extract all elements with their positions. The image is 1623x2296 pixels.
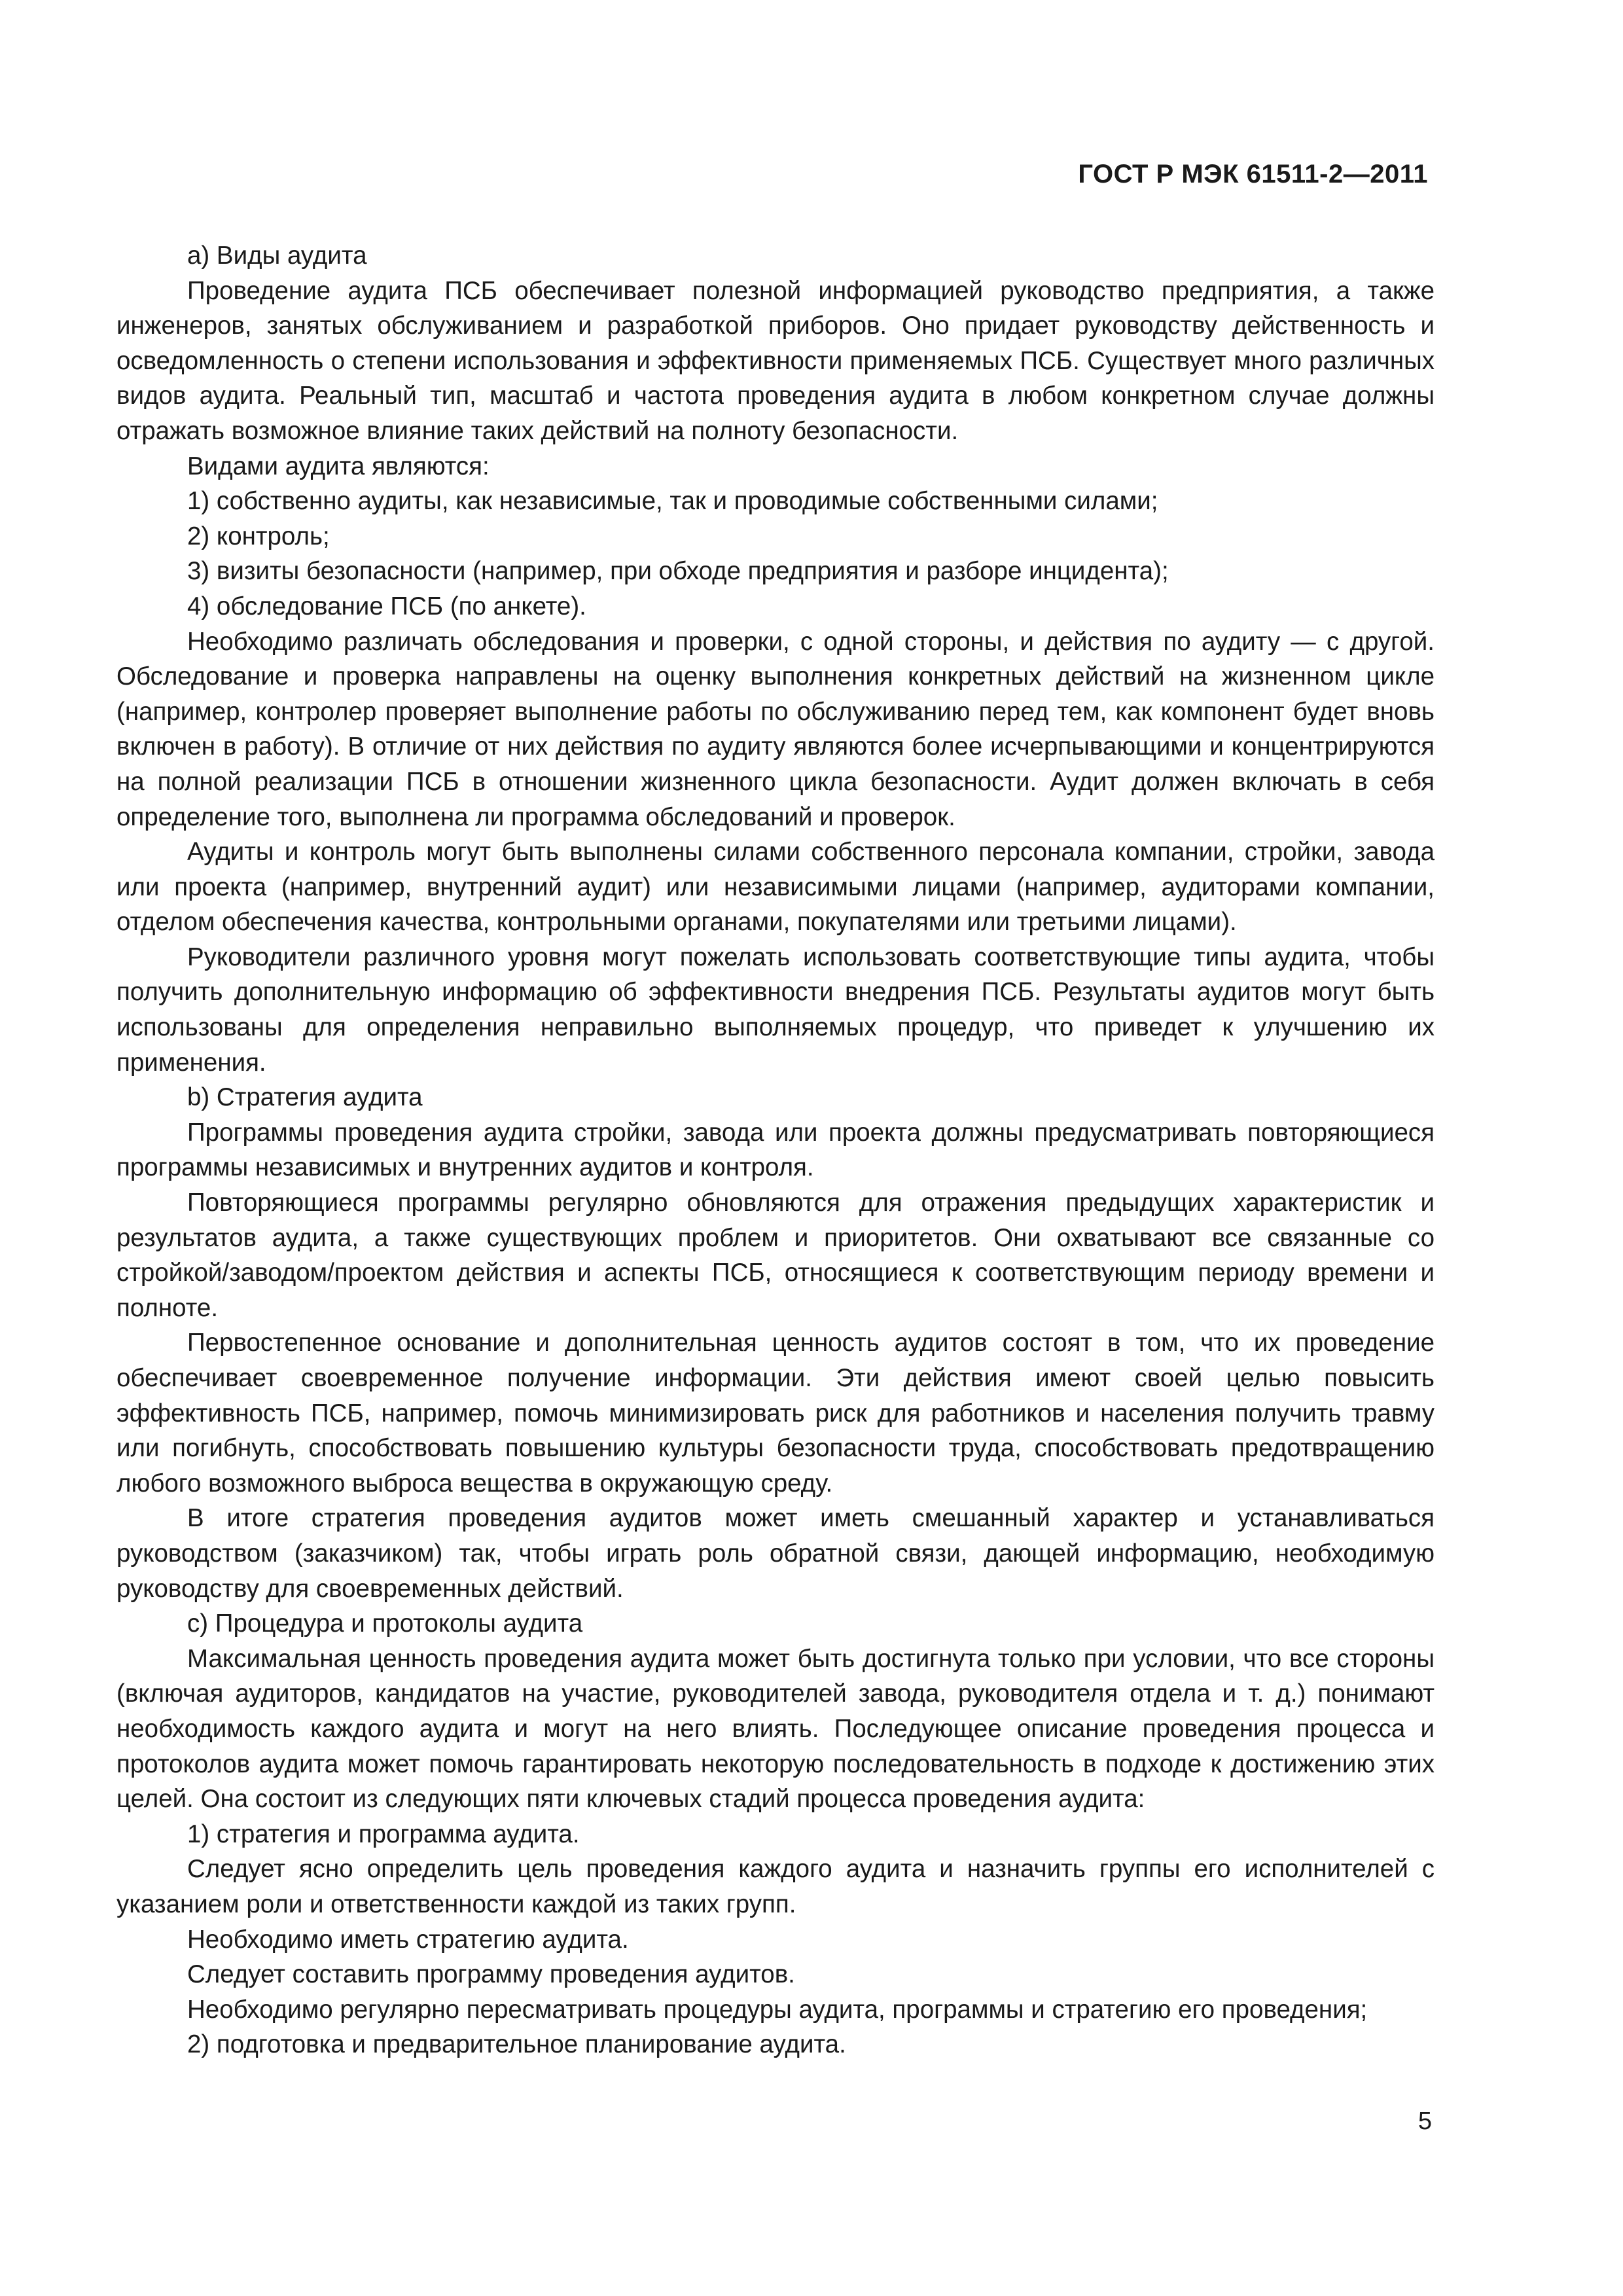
list-item: 1) стратегия и программа аудита. (187, 1820, 580, 1848)
paragraph: Повторяющиеся программы регулярно обновляются для отражения предыдущих характеристик и результатов аудита, а также существующих проблем и приоритетов. Они охватывают все связанные со стройкой/заводом/проектом действия и аспекты ПСБ, относящиеся к соответствующим периоду времени и полноте. (116, 1189, 1435, 1322)
paragraph: В итоге стратегия проведения аудитов может иметь смешанный характер и устанавливаться руководством (заказчиком) так, чтобы играть роль обратной связи, дающей информацию, необходимую руководству для своевременных действий. (116, 1504, 1435, 1603)
document-body (116, 238, 1435, 2062)
page-number: 5 (1418, 2108, 1432, 2135)
paragraph: Необходимо иметь стратегию аудита. (187, 1925, 629, 1954)
standard-code-header: ГОСТ Р МЭК 61511-2—2011 (1078, 160, 1428, 188)
paragraph: Аудиты и контроль могут быть выполнены силами собственного персонала компании, стройки, завода или проекта (например, внутренний аудит) или независимыми лицами (например, аудиторами компании, отделом обеспечения качества, контрольными органами, покупателями или третьими лицами). (116, 838, 1435, 937)
list-item: 4) обследование ПСБ (по анкете). (187, 592, 586, 620)
paragraph: Необходимо регулярно пересматривать процедуры аудита, программы и стратегию его проведения; (187, 1995, 1368, 2024)
paragraph: Необходимо различать обследования и проверки, с одной стороны, и действия по аудиту — с другой. Обследование и проверка направлены на оценку выполнения конкретных действий на жизненном цикле (например, контролер проверяет выполнение работы по обслуживанию перед тем, как компонент будет вновь включен в работу). В отличие от них действия по аудиту являются более исчерпывающими и концентрируются на полной реализации ПСБ в отношении жизненного цикла безопасности. Аудит должен включать в себя определение того, выполнена ли программа обследований и проверок. (116, 627, 1435, 831)
heading-audit-procedure: c) Процедура и протоколы аудита (187, 1609, 583, 1638)
list-item: 3) визиты безопасности (например, при обходе предприятия и разборе инцидента); (187, 557, 1169, 586)
paragraph: Максимальная ценность проведения аудита может быть достигнута только при условии, что все стороны (включая аудиторов, кандидатов на участие, руководителей завода, руководителя отдела и т. д.) понимают необходимость каждого аудита и могут на него влиять. Последующее описание проведения процесса и протоколов аудита может помочь гарантировать некоторую последовательность в подходе к достижению этих целей. Она состоит из следующих пяти ключевых стадий процесса проведения аудита: (116, 1644, 1435, 1814)
paragraph: Руководители различного уровня могут пожелать использовать соответствующие типы аудита, чтобы получить дополнительную информацию об эффективности внедрения ПСБ. Результаты аудитов могут быть использованы для определения неправильно выполняемых процедур, что приведет к улучшению их применения. (116, 942, 1435, 1077)
paragraph: Первостепенное основание и дополнительная ценность аудитов состоят в том, что их проведение обеспечивает своевременное получение информации. Эти действия имеют своей целью повысить эффективность ПСБ, например, помочь минимизировать риск для работников и населения получить травму или погибнуть, способствовать повышению культуры безопасности труда, способствовать предотвращению любого возможного выброса вещества в окружающую среду. (116, 1329, 1435, 1498)
list-item: 1) собственно аудиты, как независимые, так и проводимые собственными силами; (187, 487, 1158, 516)
heading-audit-strategy: b) Стратегия аудита (187, 1083, 423, 1112)
list-item: 2) подготовка и предварительное планирование аудита. (187, 2030, 846, 2059)
paragraph: Следует ясно определить цель проведения каждого аудита и назначить группы его исполнителей с указанием роли и ответственности каждой из таких групп. (116, 1855, 1435, 1918)
paragraph: Следует составить программу проведения аудитов. (187, 1960, 795, 1989)
heading-audit-types: a) Виды аудита (187, 242, 367, 270)
paragraph: Видами аудита являются: (187, 452, 490, 480)
paragraph: Программы проведения аудита стройки, завода или проекта должны предусматривать повторяющиеся программы независимых и внутренних аудитов и контроля. (116, 1118, 1435, 1182)
paragraph: Проведение аудита ПСБ обеспечивает полезной информацией руководство предприятия, а также инженеров, занятых обслуживанием и разработкой приборов. Оно придает руководству действенность и осведомленность о степени использования и эффективности применяемых ПСБ. Существует много различных видов аудита. Реальный тип, масштаб и частота проведения аудита в любом конкретном случае должны отражать возможное влияние таких действий на полноту безопасности. (116, 276, 1435, 445)
list-item: 2) контроль; (187, 522, 330, 550)
